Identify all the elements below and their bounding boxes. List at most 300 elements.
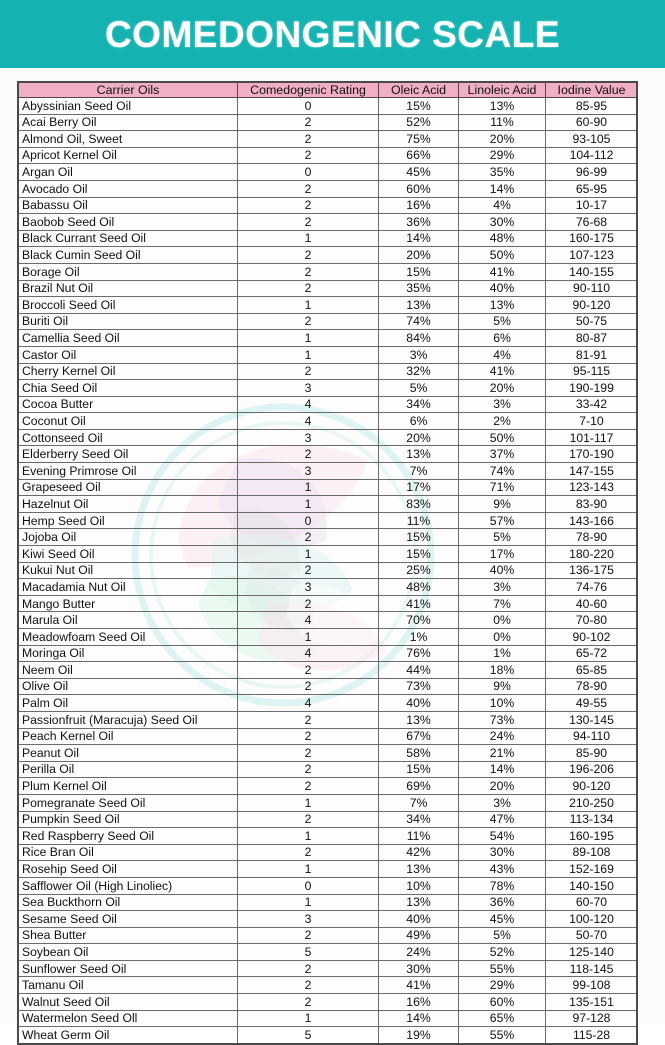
table-body	[19, 98, 638, 1044]
cell-oleic-acid: 41%	[379, 977, 459, 994]
cell-iodine-value: 60-90	[546, 114, 638, 131]
page-title: COMEDONGENIC SCALE	[104, 13, 561, 55]
cell-oleic-acid: 7%	[379, 794, 459, 811]
cell-oleic-acid: 16%	[379, 197, 459, 214]
cell-oleic-acid: 52%	[379, 114, 459, 131]
cell-linoleic-acid: 48%	[459, 230, 546, 247]
table-row[interactable]	[19, 645, 638, 662]
cell-comedogenic-rating: 2	[238, 728, 379, 745]
table-row[interactable]	[19, 214, 638, 231]
cell-oleic-acid: 35%	[379, 280, 459, 297]
cell-oleic-acid: 45%	[379, 164, 459, 181]
cell-oleic-acid: 13%	[379, 711, 459, 728]
cell-carrier-oil: Rice Bran Oil	[19, 844, 238, 861]
cell-carrier-oil: Black Currant Seed Oil	[19, 230, 238, 247]
cell-comedogenic-rating: 2	[238, 180, 379, 197]
table-row[interactable]	[19, 446, 638, 463]
table-row[interactable]	[19, 280, 638, 297]
cell-iodine-value: 65-72	[546, 645, 638, 662]
cell-oleic-acid: 15%	[379, 761, 459, 778]
table-row[interactable]	[19, 346, 638, 363]
cell-comedogenic-rating: 2	[238, 844, 379, 861]
table-row[interactable]	[19, 695, 638, 712]
cell-carrier-oil: Pomegranate Seed Oil	[19, 794, 238, 811]
cell-oleic-acid: 67%	[379, 728, 459, 745]
cell-comedogenic-rating: 4	[238, 612, 379, 629]
table-row[interactable]	[19, 562, 638, 579]
column-header-iodine-value[interactable]: Iodine Value	[546, 83, 638, 98]
cell-linoleic-acid: 17%	[459, 546, 546, 563]
cell-comedogenic-rating: 1	[238, 297, 379, 314]
cell-linoleic-acid: 5%	[459, 313, 546, 330]
cell-comedogenic-rating: 2	[238, 977, 379, 994]
table-row[interactable]	[19, 463, 638, 480]
cell-linoleic-acid: 73%	[459, 711, 546, 728]
cell-linoleic-acid: 11%	[459, 114, 546, 131]
cell-comedogenic-rating: 3	[238, 429, 379, 446]
cell-comedogenic-rating: 1	[238, 346, 379, 363]
table-row[interactable]	[19, 197, 638, 214]
table-row[interactable]	[19, 761, 638, 778]
cell-carrier-oil: Kiwi Seed Oil	[19, 546, 238, 563]
cell-iodine-value: 85-95	[546, 98, 638, 115]
cell-comedogenic-rating: 3	[238, 463, 379, 480]
table-row[interactable]	[19, 662, 638, 679]
cell-linoleic-acid: 60%	[459, 994, 546, 1011]
cell-carrier-oil: Hemp Seed Oil	[19, 512, 238, 529]
cell-oleic-acid: 3%	[379, 346, 459, 363]
cell-comedogenic-rating: 2	[238, 446, 379, 463]
table-row[interactable]	[19, 98, 638, 115]
table-row[interactable]	[19, 612, 638, 629]
cell-iodine-value: 60-70	[546, 894, 638, 911]
cell-iodine-value: 180-220	[546, 546, 638, 563]
cell-comedogenic-rating: 1	[238, 629, 379, 646]
table-row[interactable]	[19, 711, 638, 728]
table-row[interactable]	[19, 180, 638, 197]
cell-iodine-value: 7-10	[546, 413, 638, 430]
cell-linoleic-acid: 57%	[459, 512, 546, 529]
cell-carrier-oil: Peach Kernel Oil	[19, 728, 238, 745]
table-row[interactable]	[19, 977, 638, 994]
table-row[interactable]	[19, 479, 638, 496]
cell-comedogenic-rating: 2	[238, 811, 379, 828]
cell-linoleic-acid: 37%	[459, 446, 546, 463]
cell-iodine-value: 93-105	[546, 131, 638, 148]
cell-carrier-oil: Argan Oil	[19, 164, 238, 181]
cell-oleic-acid: 7%	[379, 463, 459, 480]
table-row[interactable]	[19, 828, 638, 845]
table-row[interactable]	[19, 263, 638, 280]
cell-oleic-acid: 75%	[379, 131, 459, 148]
cell-iodine-value: 135-151	[546, 994, 638, 1011]
cell-oleic-acid: 34%	[379, 396, 459, 413]
table-row[interactable]	[19, 944, 638, 961]
cell-iodine-value: 99-108	[546, 977, 638, 994]
cell-oleic-acid: 15%	[379, 263, 459, 280]
cell-linoleic-acid: 30%	[459, 844, 546, 861]
cell-carrier-oil: Jojoba Oil	[19, 529, 238, 546]
cell-oleic-acid: 44%	[379, 662, 459, 679]
cell-comedogenic-rating: 2	[238, 662, 379, 679]
table-row[interactable]	[19, 960, 638, 977]
cell-iodine-value: 190-199	[546, 380, 638, 397]
cell-iodine-value: 125-140	[546, 944, 638, 961]
table-row[interactable]	[19, 1010, 638, 1027]
table-row[interactable]	[19, 413, 638, 430]
table-row[interactable]	[19, 297, 638, 314]
cell-oleic-acid: 70%	[379, 612, 459, 629]
table-row[interactable]	[19, 247, 638, 264]
cell-oleic-acid: 49%	[379, 927, 459, 944]
cell-carrier-oil: Neem Oil	[19, 662, 238, 679]
cell-iodine-value: 160-175	[546, 230, 638, 247]
cell-oleic-acid: 11%	[379, 828, 459, 845]
cell-oleic-acid: 13%	[379, 297, 459, 314]
cell-oleic-acid: 66%	[379, 147, 459, 164]
cell-oleic-acid: 19%	[379, 1027, 459, 1044]
cell-carrier-oil: Meadowfoam Seed Oil	[19, 629, 238, 646]
cell-iodine-value: 33-42	[546, 396, 638, 413]
column-header-comedogenic-rating[interactable]: Comedogenic Rating	[238, 83, 379, 98]
cell-iodine-value: 94-110	[546, 728, 638, 745]
cell-linoleic-acid: 43%	[459, 861, 546, 878]
table-row[interactable]	[19, 579, 638, 596]
cell-oleic-acid: 69%	[379, 778, 459, 795]
cell-iodine-value: 152-169	[546, 861, 638, 878]
cell-comedogenic-rating: 5	[238, 944, 379, 961]
cell-linoleic-acid: 3%	[459, 794, 546, 811]
cell-carrier-oil: Borage Oil	[19, 263, 238, 280]
cell-oleic-acid: 20%	[379, 247, 459, 264]
table-row[interactable]	[19, 313, 638, 330]
cell-carrier-oil: Soybean Oil	[19, 944, 238, 961]
cell-linoleic-acid: 0%	[459, 612, 546, 629]
cell-comedogenic-rating: 2	[238, 711, 379, 728]
cell-iodine-value: 90-120	[546, 778, 638, 795]
cell-iodine-value: 65-85	[546, 662, 638, 679]
cell-linoleic-acid: 2%	[459, 413, 546, 430]
cell-iodine-value: 78-90	[546, 529, 638, 546]
table-row[interactable]	[19, 894, 638, 911]
column-header-linoleic-acid[interactable]: Linoleic Acid	[459, 83, 546, 98]
cell-linoleic-acid: 6%	[459, 330, 546, 347]
cell-linoleic-acid: 3%	[459, 396, 546, 413]
cell-iodine-value: 65-95	[546, 180, 638, 197]
column-header-oleic-acid[interactable]: Oleic Acid	[379, 83, 459, 98]
cell-linoleic-acid: 40%	[459, 280, 546, 297]
cell-carrier-oil: Camellia Seed Oil	[19, 330, 238, 347]
table-row[interactable]	[19, 778, 638, 795]
cell-linoleic-acid: 36%	[459, 894, 546, 911]
cell-iodine-value: 97-128	[546, 1010, 638, 1027]
cell-oleic-acid: 60%	[379, 180, 459, 197]
cell-comedogenic-rating: 0	[238, 98, 379, 115]
cell-iodine-value: 80-87	[546, 330, 638, 347]
cell-iodine-value: 81-91	[546, 346, 638, 363]
cell-comedogenic-rating: 4	[238, 645, 379, 662]
cell-oleic-acid: 14%	[379, 1010, 459, 1027]
cell-carrier-oil: Pumpkin Seed Oil	[19, 811, 238, 828]
comedogenic-table	[18, 82, 638, 1044]
cell-iodine-value: 115-28	[546, 1027, 638, 1044]
cell-linoleic-acid: 14%	[459, 761, 546, 778]
cell-linoleic-acid: 65%	[459, 1010, 546, 1027]
cell-carrier-oil: Buriti Oil	[19, 313, 238, 330]
cell-iodine-value: 74-76	[546, 579, 638, 596]
cell-linoleic-acid: 4%	[459, 346, 546, 363]
table-row[interactable]	[19, 496, 638, 513]
cell-oleic-acid: 34%	[379, 811, 459, 828]
table-row[interactable]	[19, 230, 638, 247]
cell-linoleic-acid: 13%	[459, 297, 546, 314]
cell-iodine-value: 147-155	[546, 463, 638, 480]
cell-comedogenic-rating: 1	[238, 546, 379, 563]
cell-oleic-acid: 11%	[379, 512, 459, 529]
table-row[interactable]	[19, 728, 638, 745]
cell-comedogenic-rating: 1	[238, 861, 379, 878]
table-row[interactable]	[19, 529, 638, 546]
cell-iodine-value: 70-80	[546, 612, 638, 629]
cell-oleic-acid: 13%	[379, 861, 459, 878]
table-row[interactable]	[19, 512, 638, 529]
cell-comedogenic-rating: 3	[238, 380, 379, 397]
cell-carrier-oil: Olive Oil	[19, 678, 238, 695]
cell-carrier-oil: Evening Primrose Oil	[19, 463, 238, 480]
cell-linoleic-acid: 52%	[459, 944, 546, 961]
cell-oleic-acid: 76%	[379, 645, 459, 662]
cell-iodine-value: 76-68	[546, 214, 638, 231]
cell-carrier-oil: Baobob Seed Oil	[19, 214, 238, 231]
cell-carrier-oil: Safflower Oil (High Linoliec)	[19, 877, 238, 894]
cell-iodine-value: 90-110	[546, 280, 638, 297]
table-row[interactable]	[19, 429, 638, 446]
cell-linoleic-acid: 71%	[459, 479, 546, 496]
cell-oleic-acid: 84%	[379, 330, 459, 347]
table-row[interactable]	[19, 595, 638, 612]
table-row[interactable]	[19, 114, 638, 131]
cell-oleic-acid: 42%	[379, 844, 459, 861]
cell-linoleic-acid: 50%	[459, 247, 546, 264]
cell-iodine-value: 170-190	[546, 446, 638, 463]
cell-iodine-value: 107-123	[546, 247, 638, 264]
cell-carrier-oil: Passionfruit (Maracuja) Seed Oil	[19, 711, 238, 728]
table-row[interactable]	[19, 678, 638, 695]
cell-carrier-oil: Plum Kernel Oil	[19, 778, 238, 795]
table-row[interactable]	[19, 147, 638, 164]
cell-comedogenic-rating: 4	[238, 413, 379, 430]
table-row[interactable]	[19, 844, 638, 861]
cell-iodine-value: 136-175	[546, 562, 638, 579]
cell-linoleic-acid: 14%	[459, 180, 546, 197]
cell-carrier-oil: Rosehip Seed Oil	[19, 861, 238, 878]
table-row[interactable]	[19, 877, 638, 894]
cell-iodine-value: 95-115	[546, 363, 638, 380]
cell-linoleic-acid: 5%	[459, 529, 546, 546]
cell-oleic-acid: 83%	[379, 496, 459, 513]
cell-linoleic-acid: 0%	[459, 629, 546, 646]
table-row[interactable]	[19, 164, 638, 181]
table-row[interactable]	[19, 363, 638, 380]
cell-comedogenic-rating: 2	[238, 114, 379, 131]
cell-carrier-oil: Cherry Kernel Oil	[19, 363, 238, 380]
title-banner	[0, 0, 665, 68]
comedogenic-table-container	[18, 82, 637, 1044]
cell-oleic-acid: 15%	[379, 98, 459, 115]
cell-iodine-value: 49-55	[546, 695, 638, 712]
cell-linoleic-acid: 24%	[459, 728, 546, 745]
cell-oleic-acid: 14%	[379, 230, 459, 247]
table-row[interactable]	[19, 927, 638, 944]
cell-carrier-oil: Sea Buckthorn Oil	[19, 894, 238, 911]
cell-carrier-oil: Acai Berry Oil	[19, 114, 238, 131]
table-row[interactable]	[19, 629, 638, 646]
cell-oleic-acid: 25%	[379, 562, 459, 579]
cell-carrier-oil: Hazelnut Oil	[19, 496, 238, 513]
cell-iodine-value: 104-112	[546, 147, 638, 164]
cell-oleic-acid: 41%	[379, 595, 459, 612]
cell-oleic-acid: 58%	[379, 745, 459, 762]
cell-linoleic-acid: 29%	[459, 147, 546, 164]
cell-comedogenic-rating: 1	[238, 479, 379, 496]
cell-linoleic-acid: 74%	[459, 463, 546, 480]
table-row[interactable]	[19, 546, 638, 563]
table-row[interactable]	[19, 811, 638, 828]
cell-linoleic-acid: 10%	[459, 695, 546, 712]
cell-iodine-value: 140-155	[546, 263, 638, 280]
cell-carrier-oil: Cocoa Butter	[19, 396, 238, 413]
cell-linoleic-acid: 18%	[459, 662, 546, 679]
cell-oleic-acid: 6%	[379, 413, 459, 430]
cell-comedogenic-rating: 2	[238, 778, 379, 795]
table-row[interactable]	[19, 1027, 638, 1044]
cell-carrier-oil: Broccoli Seed Oil	[19, 297, 238, 314]
cell-comedogenic-rating: 2	[238, 197, 379, 214]
table-row[interactable]	[19, 994, 638, 1011]
table-row[interactable]	[19, 330, 638, 347]
cell-comedogenic-rating: 1	[238, 330, 379, 347]
cell-comedogenic-rating: 2	[238, 263, 379, 280]
cell-linoleic-acid: 20%	[459, 131, 546, 148]
cell-carrier-oil: Coconut Oil	[19, 413, 238, 430]
cell-linoleic-acid: 20%	[459, 380, 546, 397]
table-row[interactable]	[19, 861, 638, 878]
cell-iodine-value: 143-166	[546, 512, 638, 529]
cell-carrier-oil: Brazil Nut Oil	[19, 280, 238, 297]
cell-comedogenic-rating: 2	[238, 214, 379, 231]
cell-comedogenic-rating: 1	[238, 496, 379, 513]
cell-linoleic-acid: 4%	[459, 197, 546, 214]
cell-oleic-acid: 40%	[379, 695, 459, 712]
cell-oleic-acid: 1%	[379, 629, 459, 646]
cell-iodine-value: 140-150	[546, 877, 638, 894]
cell-carrier-oil: Black Cumin Seed Oil	[19, 247, 238, 264]
cell-linoleic-acid: 9%	[459, 678, 546, 695]
column-header-carrier-oils[interactable]: Carrier Oils	[19, 83, 238, 98]
cell-oleic-acid: 10%	[379, 877, 459, 894]
cell-iodine-value: 210-250	[546, 794, 638, 811]
cell-linoleic-acid: 41%	[459, 363, 546, 380]
cell-carrier-oil: Marula Oil	[19, 612, 238, 629]
table-header-row	[19, 83, 638, 98]
cell-comedogenic-rating: 0	[238, 877, 379, 894]
table-row[interactable]	[19, 396, 638, 413]
table-row[interactable]	[19, 131, 638, 148]
cell-comedogenic-rating: 1	[238, 828, 379, 845]
cell-oleic-acid: 16%	[379, 994, 459, 1011]
cell-carrier-oil: Red Raspberry Seed Oil	[19, 828, 238, 845]
cell-linoleic-acid: 13%	[459, 98, 546, 115]
cell-linoleic-acid: 30%	[459, 214, 546, 231]
cell-iodine-value: 10-17	[546, 197, 638, 214]
cell-carrier-oil: Chia Seed Oil	[19, 380, 238, 397]
cell-oleic-acid: 36%	[379, 214, 459, 231]
cell-comedogenic-rating: 2	[238, 678, 379, 695]
cell-iodine-value: 89-108	[546, 844, 638, 861]
cell-carrier-oil: Abyssinian Seed Oil	[19, 98, 238, 115]
cell-comedogenic-rating: 2	[238, 247, 379, 264]
cell-carrier-oil: Almond Oil, Sweet	[19, 131, 238, 148]
cell-carrier-oil: Elderberry Seed Oil	[19, 446, 238, 463]
cell-comedogenic-rating: 1	[238, 230, 379, 247]
cell-carrier-oil: Perilla Oil	[19, 761, 238, 778]
cell-carrier-oil: Shea Butter	[19, 927, 238, 944]
cell-oleic-acid: 24%	[379, 944, 459, 961]
cell-comedogenic-rating: 1	[238, 1010, 379, 1027]
cell-linoleic-acid: 29%	[459, 977, 546, 994]
cell-comedogenic-rating: 2	[238, 595, 379, 612]
cell-carrier-oil: Cottonseed Oil	[19, 429, 238, 446]
table-row[interactable]	[19, 380, 638, 397]
cell-oleic-acid: 74%	[379, 313, 459, 330]
cell-comedogenic-rating: 2	[238, 960, 379, 977]
cell-comedogenic-rating: 2	[238, 745, 379, 762]
cell-iodine-value: 196-206	[546, 761, 638, 778]
cell-oleic-acid: 15%	[379, 546, 459, 563]
cell-iodine-value: 40-60	[546, 595, 638, 612]
cell-linoleic-acid: 5%	[459, 927, 546, 944]
table-row[interactable]	[19, 794, 638, 811]
cell-comedogenic-rating: 2	[238, 280, 379, 297]
table-row[interactable]	[19, 911, 638, 928]
cell-comedogenic-rating: 2	[238, 147, 379, 164]
cell-oleic-acid: 13%	[379, 446, 459, 463]
cell-oleic-acid: 40%	[379, 911, 459, 928]
cell-comedogenic-rating: 0	[238, 512, 379, 529]
cell-carrier-oil: Babassu Oil	[19, 197, 238, 214]
cell-oleic-acid: 30%	[379, 960, 459, 977]
cell-linoleic-acid: 40%	[459, 562, 546, 579]
cell-linoleic-acid: 3%	[459, 579, 546, 596]
cell-carrier-oil: Watermelon Seed Oll	[19, 1010, 238, 1027]
cell-carrier-oil: Wheat Germ Oil	[19, 1027, 238, 1044]
cell-carrier-oil: Walnut Seed Oil	[19, 994, 238, 1011]
cell-iodine-value: 123-143	[546, 479, 638, 496]
cell-iodine-value: 50-75	[546, 313, 638, 330]
cell-oleic-acid: 32%	[379, 363, 459, 380]
cell-linoleic-acid: 78%	[459, 877, 546, 894]
cell-oleic-acid: 17%	[379, 479, 459, 496]
cell-comedogenic-rating: 2	[238, 927, 379, 944]
cell-carrier-oil: Castor Oil	[19, 346, 238, 363]
cell-carrier-oil: Avocado Oil	[19, 180, 238, 197]
cell-carrier-oil: Mango Butter	[19, 595, 238, 612]
cell-linoleic-acid: 1%	[459, 645, 546, 662]
cell-oleic-acid: 48%	[379, 579, 459, 596]
table-row[interactable]	[19, 745, 638, 762]
cell-iodine-value: 160-195	[546, 828, 638, 845]
cell-carrier-oil: Palm Oil	[19, 695, 238, 712]
